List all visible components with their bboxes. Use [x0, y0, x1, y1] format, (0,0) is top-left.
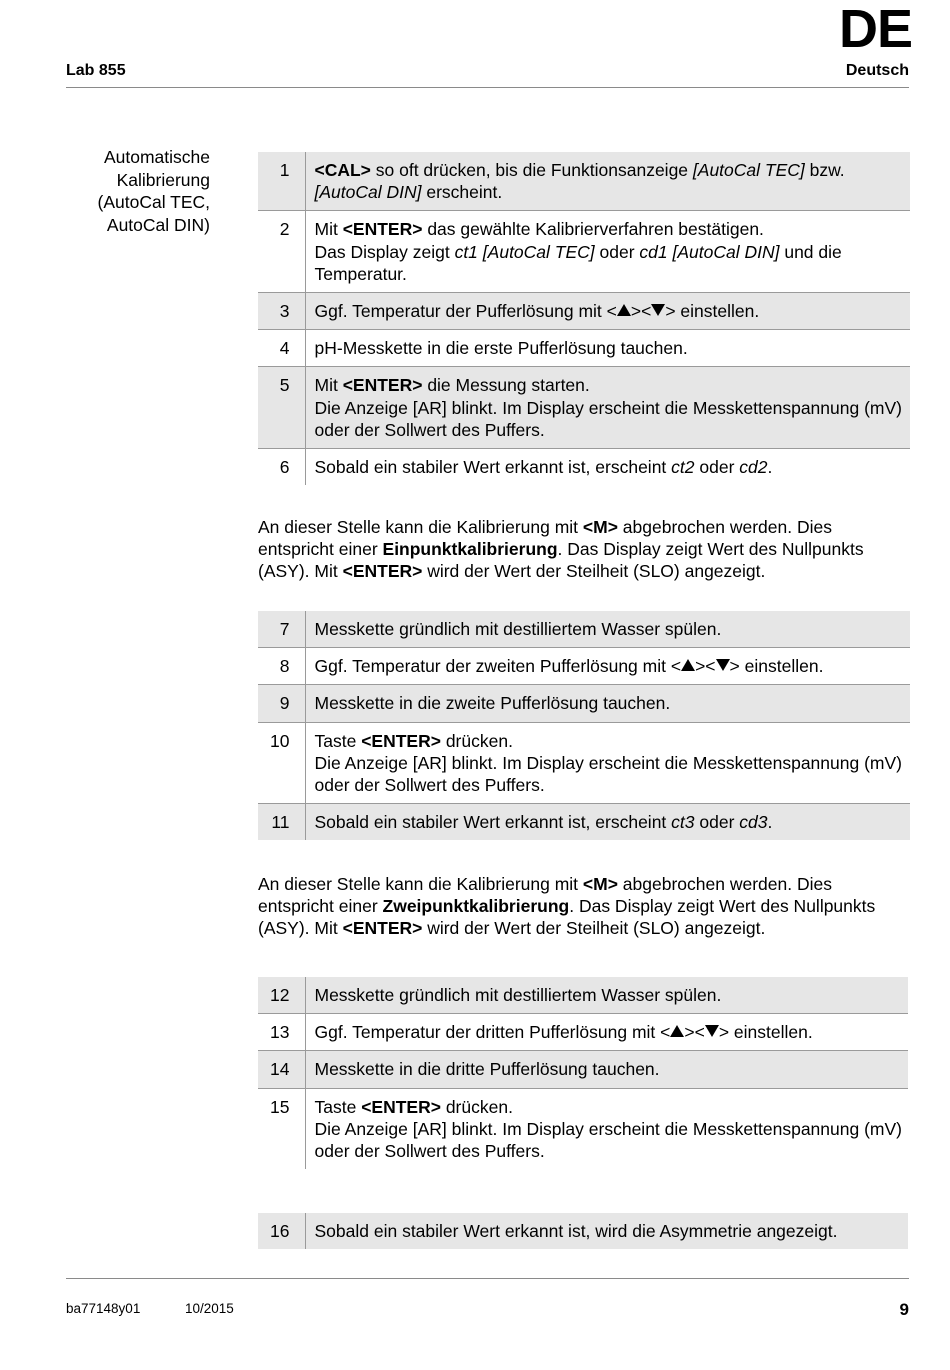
document-date: 10/2015	[185, 1301, 234, 1316]
section-heading-line: AutoCal DIN)	[106, 214, 210, 235]
term-single-point: Einpunktkalibrierung	[382, 539, 558, 560]
key-m: <M>	[582, 874, 618, 894]
step-number: 3	[258, 293, 305, 330]
step-number: 10	[258, 722, 305, 804]
term-two-point: Zweipunktkalibrierung	[382, 896, 570, 917]
step-text: Mit <ENTER> die Messung starten. Die Anzeige [AR] blinkt. Im Display erscheint die Messkettenspannung (mV) oder der Sollwert des Puffers.	[305, 367, 910, 449]
footer-divider	[66, 1278, 909, 1279]
step-number: 13	[258, 1014, 305, 1051]
document-id: ba77148y01	[66, 1301, 141, 1316]
step-row	[258, 211, 910, 293]
language-name: Deutsch	[845, 62, 909, 79]
header-divider	[66, 87, 909, 88]
step-text: Ggf. Temperatur der dritten Pufferlösung mit < >< > einstellen.	[305, 1014, 908, 1051]
arrow-down-icon	[705, 1025, 719, 1037]
arrow-down-icon	[651, 304, 665, 316]
key-enter: <ENTER>	[342, 219, 423, 240]
section-heading-line: Kalibrierung	[116, 169, 210, 190]
step-text: Mit <ENTER> das gewählte Kalibrierverfahren bestätigen. Das Display zeigt ct1 [AutoCal TEC] oder cd1 [AutoCal DIN] und die Temperatur.	[305, 211, 910, 293]
key-enter: <ENTER>	[361, 1096, 441, 1117]
step-text: Ggf. Temperatur der zweiten Pufferlösung mit < >< > einstellen.	[305, 648, 910, 685]
step-number: 5	[258, 367, 305, 449]
step-row	[258, 1213, 908, 1249]
key-enter: <ENTER>	[361, 730, 441, 751]
step-number: 1	[258, 152, 305, 211]
step-number: 14	[258, 1051, 305, 1088]
steps-table-1	[258, 152, 910, 485]
arrow-up-icon	[670, 1025, 684, 1037]
step-text: Sobald ein stabiler Wert erkannt ist, wird die Asymmetrie angezeigt.	[305, 1213, 908, 1249]
step-row	[258, 977, 908, 1014]
arrow-up-icon	[617, 304, 631, 316]
step-row	[258, 1088, 908, 1169]
step-text: pH-Messkette in die erste Pufferlösung tauchen.	[305, 330, 910, 367]
note-paragraph-1: An dieser Stelle kann die Kalibrierung mit <M> abgebrochen werden. Dies entspricht einer Einpunktkalibrierung. Das Display zeigt Wert des Nullpunkts (ASY). Mit <ENTER> wird der Wert der Steilheit (SLO) angezeigt.	[258, 517, 864, 582]
step-text: Messkette gründlich mit destilliertem Wasser spülen.	[305, 611, 910, 648]
step-number: 7	[258, 611, 305, 648]
language-code: DE	[838, 0, 912, 59]
step-number: 16	[258, 1213, 305, 1249]
step-row	[258, 1014, 908, 1051]
section-heading-line: Automatische	[103, 147, 210, 167]
step-number: 9	[258, 685, 305, 722]
steps-table-4	[258, 1213, 908, 1249]
step-text: Messkette in die zweite Pufferlösung tauchen.	[305, 685, 910, 722]
step-row	[258, 367, 910, 449]
step-text: Ggf. Temperatur der Pufferlösung mit < >< > einstellen.	[305, 293, 910, 330]
key-enter: <ENTER>	[342, 375, 423, 396]
display-autocal-tec: [AutoCal TEC]	[692, 160, 805, 180]
arrow-up-icon	[681, 659, 695, 671]
key-m: <M>	[582, 517, 618, 537]
steps-table-2	[258, 611, 910, 840]
document-title: Lab 855	[66, 62, 126, 79]
step-row	[258, 685, 910, 722]
step-number: 6	[258, 449, 305, 486]
step-text: Taste <ENTER> drücken. Die Anzeige [AR] blinkt. Im Display erscheint die Messkettenspannung (mV) oder der Sollwert des Puffers.	[305, 722, 910, 804]
step-number: 2	[258, 211, 305, 293]
steps-table-3	[258, 977, 908, 1169]
arrow-down-icon	[716, 659, 730, 671]
display-autocal-din: [AutoCal DIN]	[314, 182, 422, 203]
step-number: 8	[258, 648, 305, 685]
step-text: Sobald ein stabiler Wert erkannt ist, erscheint ct2 oder cd2.	[314, 457, 773, 478]
key-cal: <CAL>	[314, 160, 371, 180]
step-row	[258, 330, 910, 367]
step-row	[258, 804, 910, 841]
page-number: 9	[899, 1300, 909, 1319]
step-row	[258, 722, 910, 804]
step-row	[258, 648, 910, 685]
section-heading	[50, 146, 210, 236]
section-heading-line: (AutoCal TEC,	[97, 192, 210, 212]
step-text: Messkette in die dritte Pufferlösung tauchen.	[305, 1051, 908, 1088]
step-number: 4	[258, 330, 305, 367]
step-number: 15	[258, 1088, 305, 1169]
step-number: 11	[258, 804, 305, 841]
step-text: <CAL> so oft drücken, bis die Funktionsanzeige [AutoCal TEC] bzw. [AutoCal DIN] erscheint.	[305, 152, 910, 211]
step-text: Taste <ENTER> drücken. Die Anzeige [AR] blinkt. Im Display erscheint die Messkettenspannung (mV) oder der Sollwert des Puffers.	[314, 1096, 902, 1162]
step-row	[258, 611, 910, 648]
key-enter: <ENTER>	[342, 918, 423, 939]
step-text: Messkette gründlich mit destilliertem Wasser spülen.	[305, 977, 908, 1014]
step-row	[258, 449, 910, 486]
step-number: 12	[258, 977, 305, 1014]
key-enter: <ENTER>	[342, 561, 423, 582]
step-row	[258, 152, 910, 211]
step-row	[258, 1051, 908, 1088]
note-paragraph-2: An dieser Stelle kann die Kalibrierung mit <M> abgebrochen werden. Dies entspricht einer Zweipunktkalibrierung. Das Display zeigt Wert des Nullpunkts (ASY). Mit <ENTER> wird der Wert der Steilheit (SLO) angezeigt.	[258, 874, 876, 939]
step-text: Sobald ein stabiler Wert erkannt ist, erscheint ct3 oder cd3.	[305, 804, 910, 841]
step-row	[258, 293, 910, 330]
